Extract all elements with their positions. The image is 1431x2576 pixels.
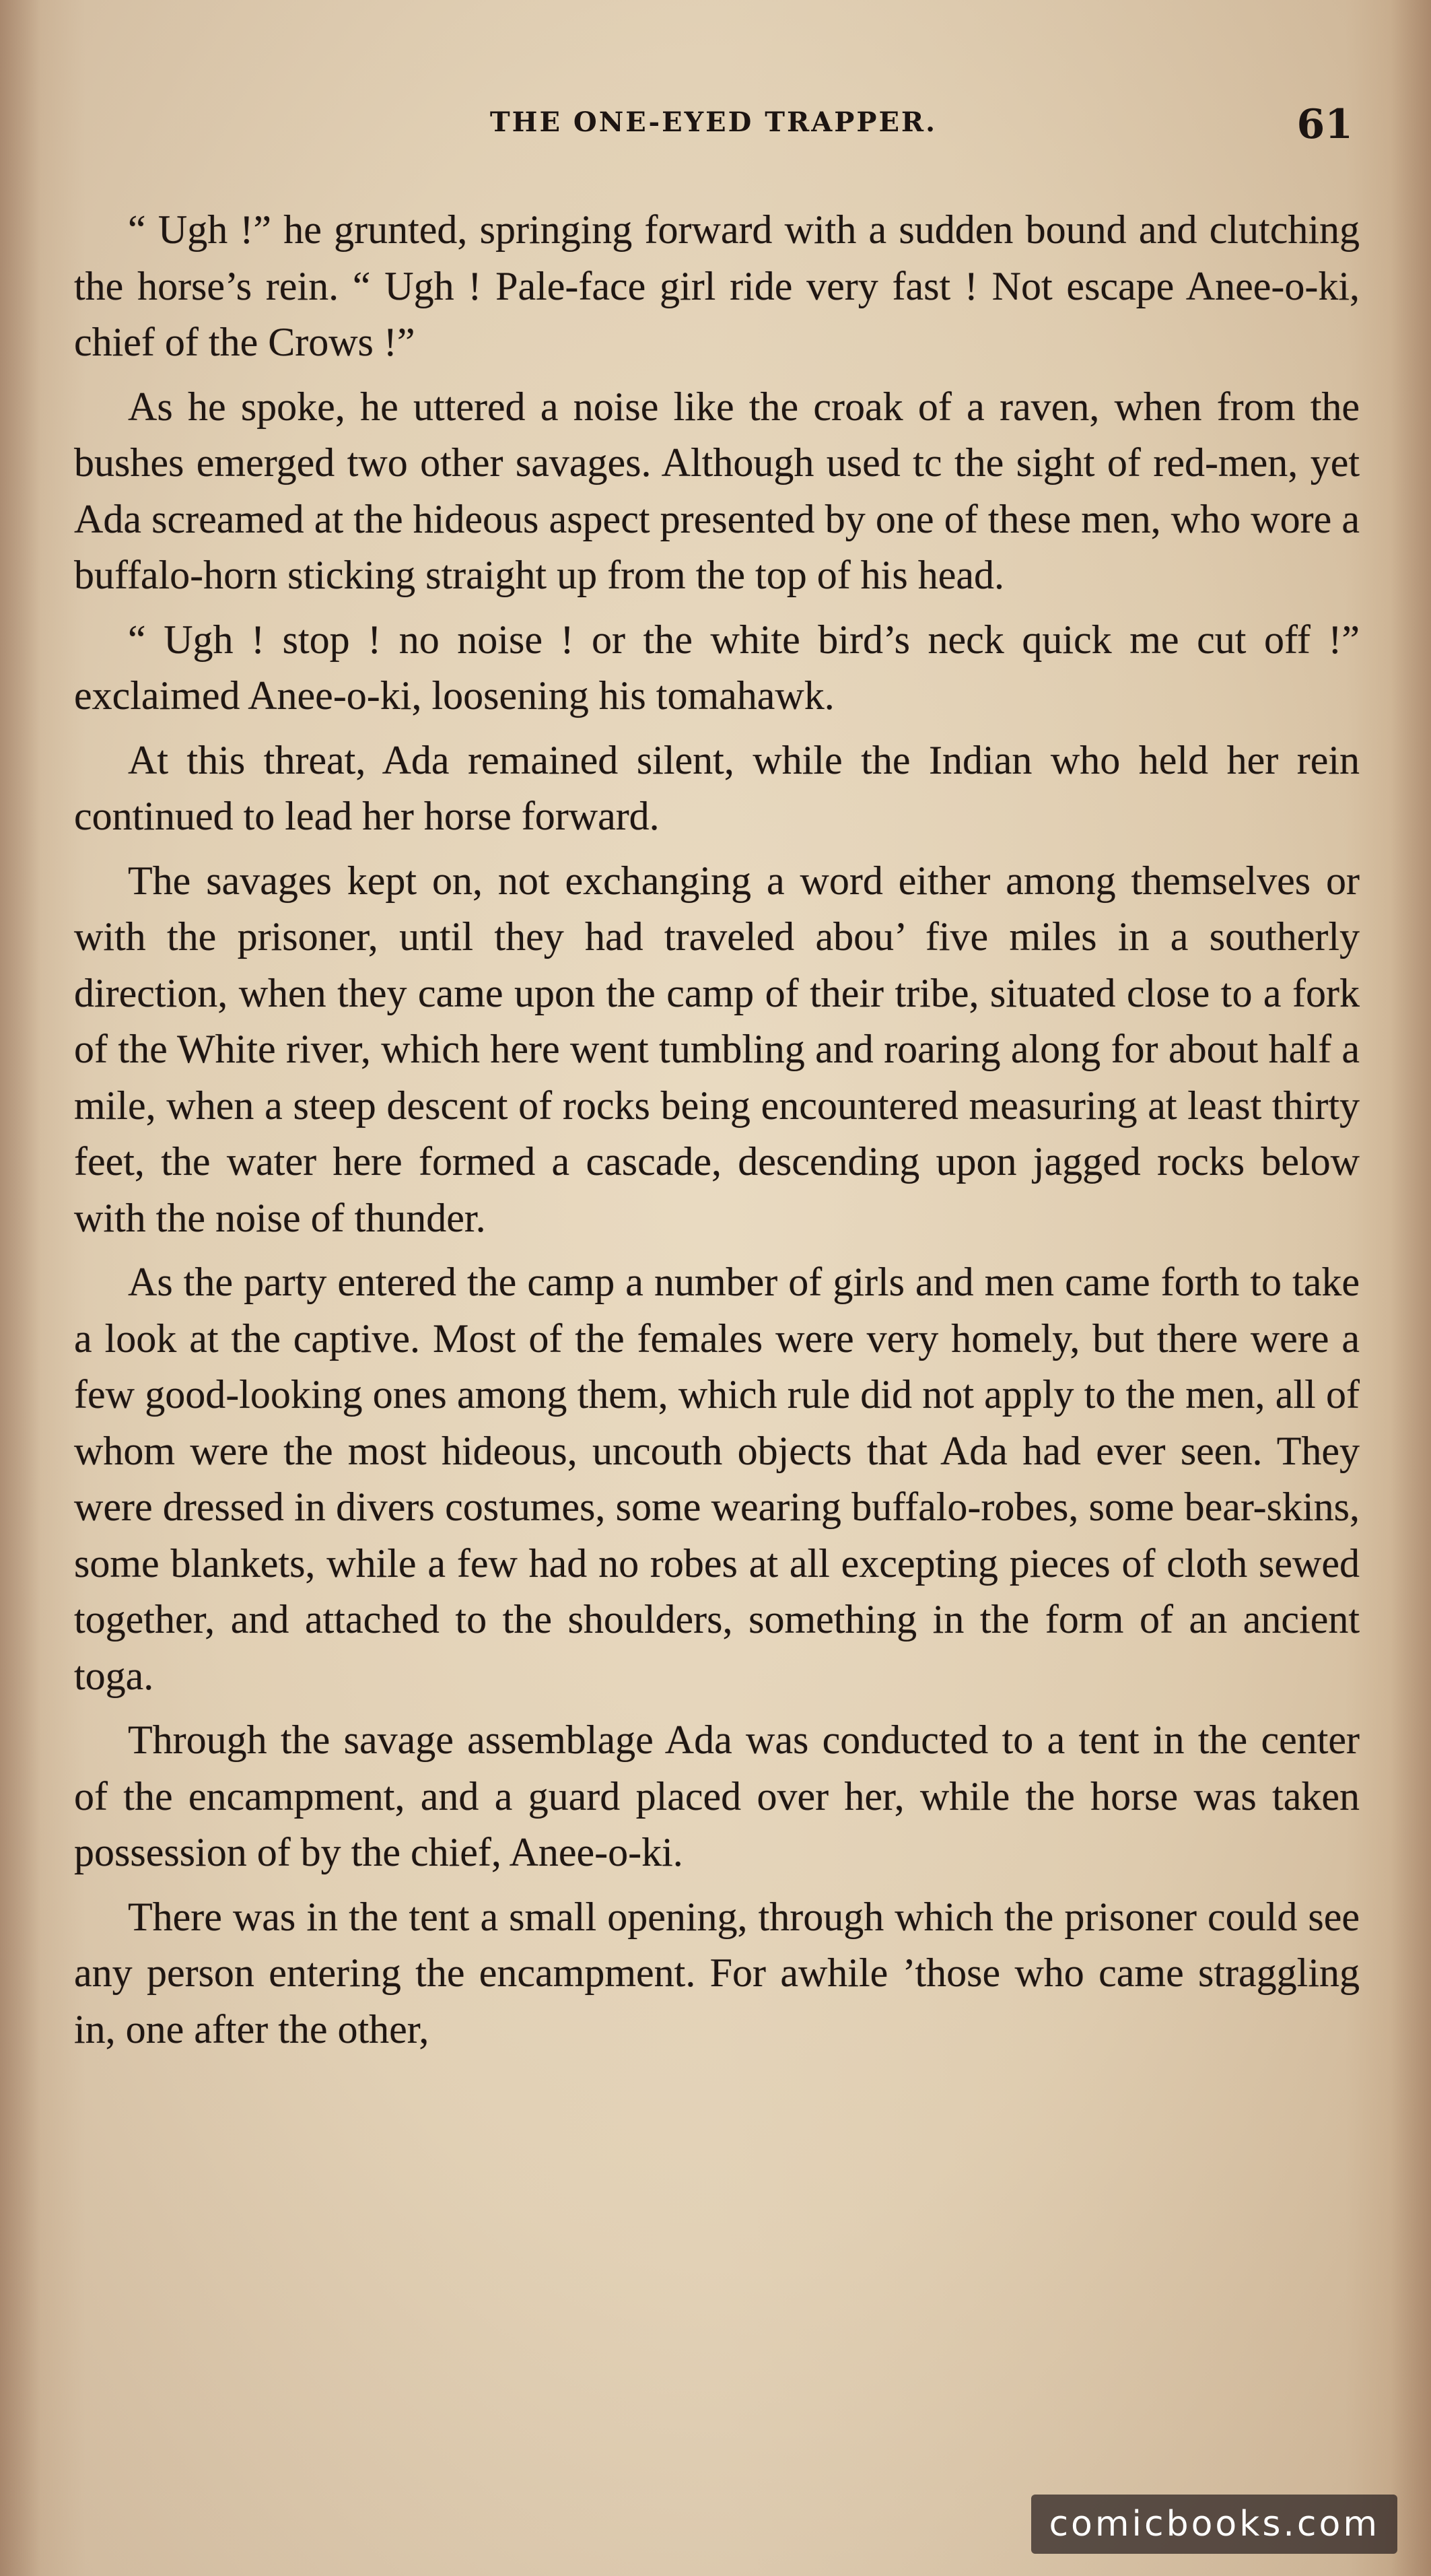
paragraph: As he spoke, he uttered a noise like the croak of a raven, when from the bushes emerged two other savages. Although used tc the sight of red-men, yet Ada screamed at the hideous aspect presented by one of these men, who wore a buffalo-horn sticking straight up from the top of his head. (74, 384, 1360, 597)
paragraph: Through the savage assemblage Ada was conducted to a tent in the center of the encampment, and a guard placed over her, while the horse was taken possession of by the chief, Anee-o-ki. (74, 1718, 1360, 1874)
body-text (74, 202, 1360, 2066)
paragraph: “ Ugh ! stop ! no noise ! or the white bird’s neck quick me cut off !” exclaimed Anee-o-ki, loosening his tomahawk. (74, 617, 1360, 718)
page-header (74, 101, 1353, 155)
page-right-edge-shadow (1391, 0, 1431, 2576)
paragraph: There was in the tent a small opening, through which the prisoner could see any person entering the encampment. For awhile ’those who came straggling in, one after the other, (74, 1894, 1360, 2052)
paragraph: As the party entered the camp a number of girls and men came forth to take a look at the captive. Most of the females were very homely, but there were a few good-looking ones among them, which rule did not apply to the men, all of whom were the most hideous, uncouth objects that Ada had ever seen. They were dressed in divers costumes, some wearing buffalo-robes, some bear-skins, some blankets, while a few had no robes at all excepting pieces of cloth sewed together, and attached to the shoulders, something in the form of an ancient toga. (74, 1260, 1360, 1698)
page-number: 61 (1296, 101, 1353, 148)
site-watermark: comicbooks.com (1031, 2495, 1397, 2554)
paragraph: “ Ugh !” he grunted, springing forward with a sudden bound and clutching the horse’s rein. “ Ugh ! Pale-face girl ride very fast ! Not escape Anee-o-ki, chief of the Crows !” (74, 207, 1360, 364)
paragraph: The savages kept on, not exchanging a word either among themselves or with the prisoner, until they had traveled abou’ five miles in a southerly direction, when they came upon the camp of their tribe, situated close to a fork of the White river, which here went tumbling and roaring along for about half a mile, when a steep descent of rocks being encountered measuring at least thirty feet, the water here formed a cascade, descending upon jagged rocks below with the noise of thunder. (74, 858, 1360, 1240)
page-left-edge-shadow (0, 0, 40, 2576)
running-title: THE ONE-EYED TRAPPER. (489, 106, 938, 138)
paragraph: At this threat, Ada remained silent, while the Indian who held her rein continued to lead her horse forward. (74, 737, 1360, 838)
